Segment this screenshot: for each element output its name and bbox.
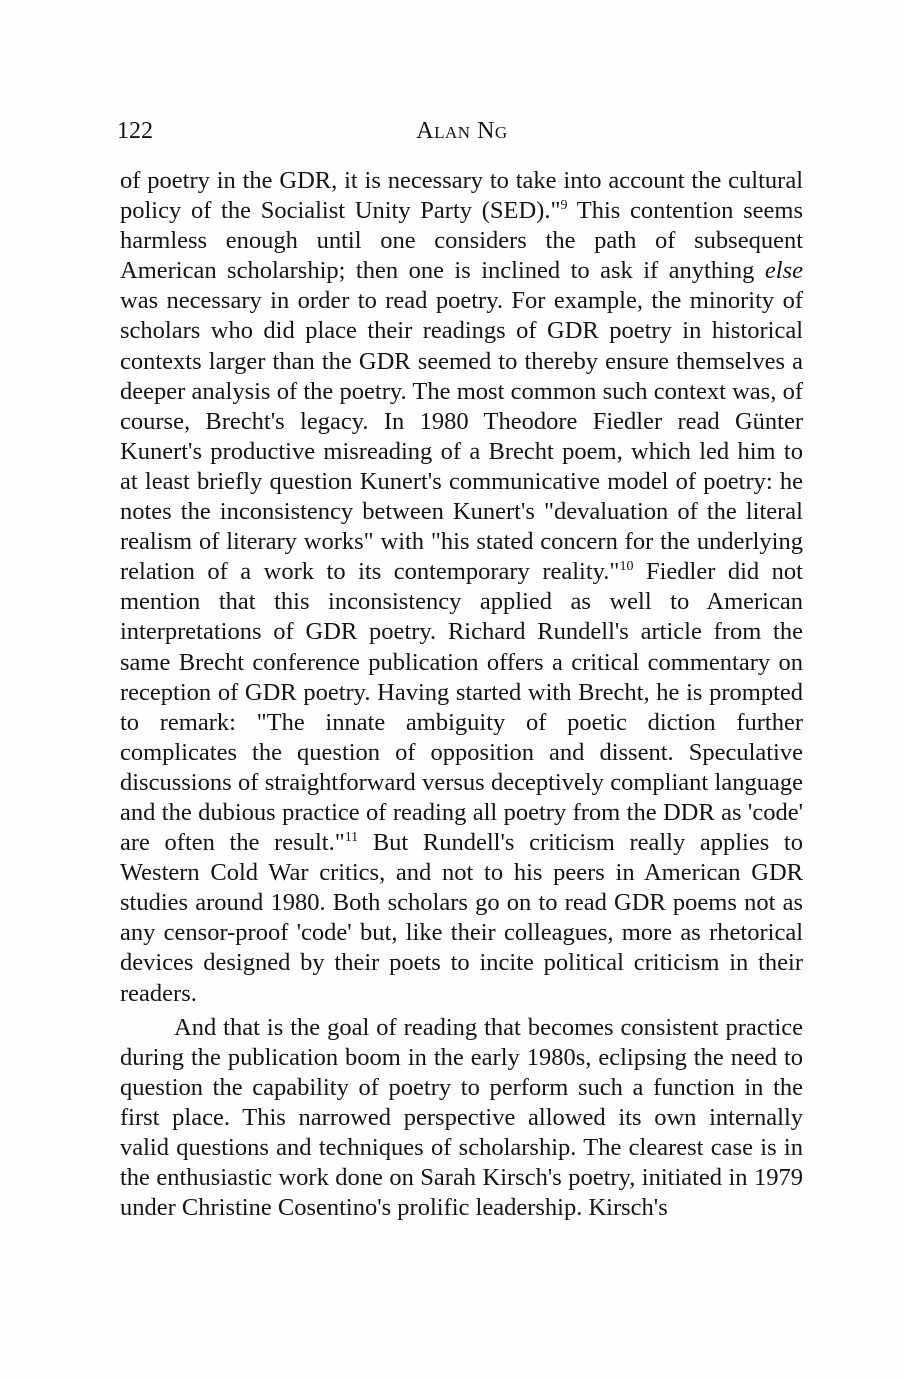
text-segment: But Rundell's criticism really applies to Western Cold War critics, and not to his peers in American GDR studies around 1980. Both scholars go on to read GDR poems not as any censor-proof 'code' but, like their colleagues, more as rhetorical devices designed by their poets to incite political criticism in their readers. bbox=[120, 829, 803, 1007]
text-segment: This contention seems harmless enough until one considers the path of subsequent American scholarship; then one is inclined to ask if anything bbox=[120, 197, 803, 285]
paragraph-2 bbox=[120, 1013, 803, 1224]
running-head: Alan Ng bbox=[416, 118, 508, 144]
emphasis-text: else bbox=[764, 257, 803, 285]
text-segment: of poetry in the GDR, it is necessary to take into account the cultural policy of the Socialist Unity Party (SED)." bbox=[120, 167, 803, 225]
paragraph-1 bbox=[120, 166, 803, 1009]
footnote-ref-10: 10 bbox=[619, 559, 634, 575]
text-segment: was necessary in order to read poetry. For example, the minority of scholars who did place their readings of GDR poetry in historical contexts larger than the GDR seemed to thereby ensure themselves a deeper analysis of the poetry. The most common such context was, of course, Brecht's legacy. In 1980 Theodore Fiedler read Günter Kunert's productive misreading of a Brecht poem, which led him to at least briefly question Kunert's communicative model of poetry: he notes the inconsistency between Kunert's "devaluation of the literal realism of literary works" with "his stated concern for the underlying relation of a work to its contemporary reality." bbox=[120, 287, 803, 586]
footnote-ref-9: 9 bbox=[560, 197, 568, 213]
page-number: 122 bbox=[117, 118, 153, 144]
footnote-ref-11: 11 bbox=[344, 829, 359, 845]
text-segment: Fiedler did not mention that this inconsistency applied as well to American interpretations of GDR poetry. Richard Rundell's article from the same Brecht conference publication offers a critical commentary on reception of GDR poetry. Having started with Brecht, he is prompted to remark: "The innate ambiguity of poetic diction further complicates the question of opposition and dissent. Speculative discussions of straightforward versus deceptively compliant language and the dubious practice of reading all poetry from the DDR as 'code' are often the result." bbox=[120, 558, 803, 857]
body-text bbox=[120, 166, 803, 1223]
text-segment: And that is the goal of reading that becomes consistent practice during the publication boom in the early 1980s, eclipsing the need to question the capability of poetry to perform such a function in the first place. This narrowed perspective allowed its own internally valid questions and techniques of scholarship. The clearest case is in the enthusiastic work done on Sarah Kirsch's poetry, initiated in 1979 under Christine Cosentino's prolific leadership. Kirsch's bbox=[120, 1013, 803, 1222]
page-header bbox=[117, 116, 807, 150]
